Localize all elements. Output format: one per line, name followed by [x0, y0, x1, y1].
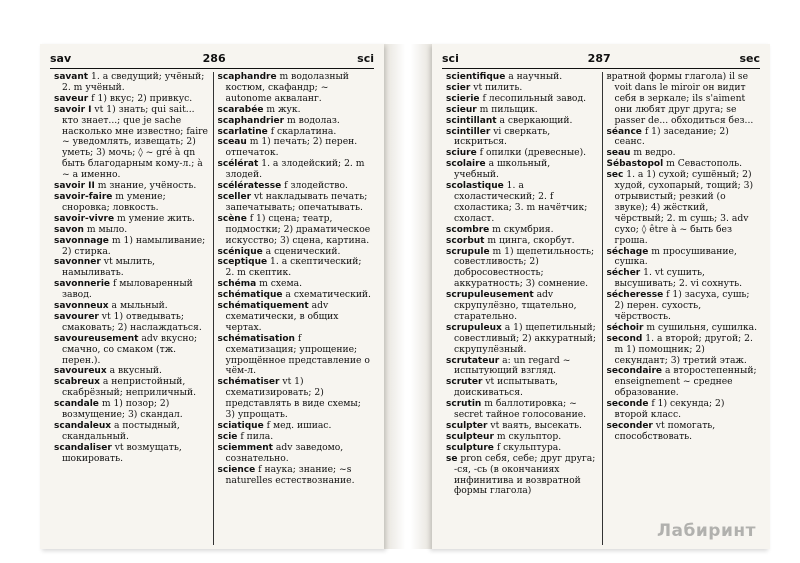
entry-definition: f наука; знание; ~s naturelles естествознание. — [225, 463, 355, 486]
entry-definition: m схема. — [259, 278, 303, 290]
entry-definition: a схематический. — [285, 289, 371, 301]
entry-definition: m 1) намыливание; 2) стирка. — [62, 234, 206, 257]
entry-headword: schématisation — [217, 333, 295, 344]
entry-headword: savoir-faire — [54, 191, 113, 202]
right-column-2 — [602, 72, 763, 545]
dictionary-entry — [54, 192, 209, 214]
entry-definition: f 1) вкус; 2) привкус. — [91, 92, 193, 104]
left-page-number: 286 — [202, 51, 226, 65]
dictionary-entry — [607, 170, 759, 246]
entry-definition: m умение; сноровка; ловкость. — [62, 190, 166, 213]
entry-headword: scorbut — [446, 235, 485, 246]
entry-headword: savonner — [54, 257, 101, 268]
entry-definition: vt возмущать, шокировать. — [62, 441, 182, 464]
dictionary-entry — [218, 443, 373, 465]
entry-definition: m ведро. — [633, 147, 676, 159]
dictionary-entry — [218, 377, 373, 421]
entry-definition: f мыловаренный завод. — [62, 278, 193, 301]
entry-definition: f мед. ишиас. — [266, 420, 332, 431]
right-column-1 — [442, 72, 602, 545]
entry-definition: a сценический. — [265, 245, 341, 257]
dictionary-entry — [54, 399, 209, 421]
dictionary-entry — [54, 377, 209, 399]
entry-headword: savourer — [54, 311, 99, 322]
entry-definition: a непристойный, скабрёзный; неприличный. — [62, 376, 197, 399]
entry-definition: 1. a второй; другой; 2. m 1) помощник; 2) секундант; 3) третий этаж. — [614, 332, 753, 366]
entry-definition: 1. vt сушить, высушивать; 2. vi сохнуть. — [614, 267, 743, 290]
entry-headword: sculpter — [446, 421, 488, 431]
entry-headword: scierie — [446, 93, 480, 104]
entry-definition: m водолазный костюм, скафандр; ~ autonome акваланг. — [225, 72, 349, 104]
entry-definition: m сушильня, сушилка. — [646, 321, 757, 333]
entry-headword: sécher — [606, 268, 641, 279]
entry-definition: vt 1) отведывать; смаковать; 2) наслаждаться. — [62, 310, 202, 333]
entry-headword: sciemment — [217, 442, 273, 453]
entry-definition: m жук. — [266, 103, 301, 115]
entry-definition: m Севастополь. — [666, 158, 743, 170]
entry-headword: scieur — [446, 104, 477, 115]
entry-headword: sceller — [217, 191, 252, 202]
dictionary-entry — [446, 127, 598, 149]
entry-definition: вратной формы глагола) il se voit dans le miroir он видит себя в зеркале; ils s'aiment они любят друг друга; se passer de... обходиться без... — [606, 72, 754, 126]
entry-headword: sceau — [217, 137, 247, 148]
entry-definition: a постыдный, скандальный. — [62, 420, 180, 442]
entry-headword: savonnerie — [54, 279, 111, 290]
dictionary-entry — [218, 214, 373, 247]
entry-headword: savonneux — [54, 301, 109, 312]
entry-headword: scabreux — [54, 377, 100, 388]
dictionary-entry — [54, 236, 209, 258]
entry-definition: f схематизация; упрощение; упрощённое представление о чём-л. — [225, 332, 370, 377]
dictionary-entry — [54, 443, 209, 465]
entry-headword: savant — [54, 72, 89, 82]
entry-headword: seconde — [606, 399, 649, 410]
entry-definition: vt мылить, намыливать. — [62, 256, 155, 279]
entry-headword: scandaleux — [54, 421, 112, 431]
dictionary-entry — [446, 399, 598, 421]
dictionary-entry — [607, 290, 759, 323]
entry-headword: Sébastopol — [606, 159, 664, 170]
entry-definition: f 1) сцена; театр, подмостки; 2) драматическое искусство; 3) сцена, картина. — [225, 212, 371, 246]
entry-definition: a 1) щепетильный; совестливый; 2) аккуратный; скрупулёзный. — [454, 321, 596, 355]
entry-headword: savon — [54, 224, 84, 235]
entry-headword: scolastique — [446, 181, 504, 192]
entry-headword: savoureux — [54, 366, 107, 377]
dictionary-entry — [446, 247, 598, 291]
dictionary-entry — [54, 334, 209, 367]
dictionary-entry — [218, 465, 373, 487]
entry-headword: schématiquement — [217, 301, 309, 312]
entry-definition: a сверкающий. — [499, 114, 573, 126]
entry-definition: m мыло. — [86, 223, 128, 235]
entry-headword: scolaire — [446, 159, 486, 170]
entry-headword: sciatique — [217, 421, 264, 431]
dictionary-entry — [607, 127, 759, 149]
entry-headword: scandale — [54, 399, 99, 410]
right-guide-word-last: sec — [739, 51, 760, 65]
entry-headword: se — [446, 453, 458, 464]
entry-definition: m водолаз. — [287, 114, 340, 126]
entry-definition: pron себя, себе; друг друга; -ся, -сь (в окончаниях инфинитива и возвратной формы глагола) — [454, 452, 596, 497]
dictionary-entry — [218, 301, 373, 334]
entry-definition: f злодейство. — [284, 180, 348, 192]
dictionary-entry — [218, 192, 373, 214]
entry-definition: adv заведомо, сознательно. — [225, 441, 344, 464]
entry-definition: a вкусный. — [109, 365, 162, 377]
dictionary-entry — [54, 421, 209, 443]
entry-headword: sceptique — [217, 257, 268, 268]
entry-headword: scène — [217, 213, 247, 224]
entry-headword: secondaire — [606, 366, 663, 377]
left-guide-word-first: sav — [50, 51, 72, 65]
right-guide-word-first: sci — [442, 51, 459, 65]
entry-definition: f пила. — [240, 430, 274, 442]
entry-definition: m 1) позор; 2) возмущение; 3) скандал. — [62, 398, 183, 421]
dictionary-entry — [446, 290, 598, 323]
entry-headword: scaphandre — [217, 72, 277, 82]
entry-definition: m умение жить. — [117, 212, 195, 224]
entry-definition: m скульптор. — [496, 430, 562, 442]
entry-definition: m пильщик. — [479, 103, 538, 115]
entry-headword: scénique — [217, 246, 263, 257]
entry-definition: adv вкусно; смачно, со смаком (тж. перен.). — [62, 332, 198, 366]
entry-headword: scrutateur — [446, 355, 500, 366]
entry-definition: vt 1) знать; qui sait... кто знает...; que je sache насколько мне известно; faire ~ уведомлять, извещать; 2) уметь; 3) мочь; ◊ ~ gré à qn быть благодарным кому-л.; à ~ а именно. — [62, 103, 208, 181]
dictionary-entry — [607, 421, 759, 443]
entry-headword: scandaliser — [54, 442, 112, 453]
dictionary-entry — [446, 181, 598, 225]
dictionary-entry — [446, 323, 598, 356]
right-page-number: 287 — [587, 51, 611, 65]
entry-definition: m 1) печать; 2) перен. отпечаток. — [225, 136, 358, 159]
left-page — [40, 44, 384, 549]
entry-headword: scombre — [446, 224, 490, 235]
dictionary-entry — [446, 159, 598, 181]
left-column-2 — [213, 72, 377, 545]
entry-definition: f опилки (древесные). — [479, 147, 587, 159]
entry-definition: m 1) щепетильность; совестливость; 2) добросовестность; аккуратность; 3) сомнение. — [454, 245, 595, 290]
dictionary-entry — [54, 257, 209, 279]
entry-definition: vt испытывать, доискиваться. — [454, 376, 558, 399]
entry-headword: sculpteur — [446, 431, 494, 442]
entry-definition: a школьный, учебный. — [454, 158, 551, 181]
entry-headword: scarabée — [217, 104, 264, 115]
entry-headword: seconder — [606, 421, 653, 431]
entry-definition: adv схематически, в общих чертах. — [225, 300, 339, 333]
dictionary-entry — [446, 356, 598, 378]
left-columns — [50, 72, 376, 545]
entry-headword: science — [217, 464, 256, 475]
entry-definition: f лесопильный завод. — [482, 92, 587, 104]
entry-definition: f 1) засуха, сушь; 2) перен. сухость, чёрствость. — [614, 289, 750, 322]
entry-headword: scélératesse — [217, 181, 282, 192]
right-columns — [442, 72, 762, 545]
entry-definition: 1. a скептический; 2. m скептик. — [225, 256, 362, 279]
entry-definition: vi сверкать, искриться. — [454, 125, 551, 148]
entry-headword: saveur — [54, 93, 89, 104]
entry-definition: m баллотировка; ~ secret тайное голосование. — [454, 398, 587, 421]
entry-headword: scie — [217, 431, 238, 442]
left-running-head — [50, 50, 374, 69]
watermark-logo: Лабиринт — [656, 521, 756, 541]
entry-headword: savoir I — [54, 104, 92, 115]
entry-headword: scientifique — [446, 72, 506, 82]
entry-definition: adv скрупулёзно, тщательно, старательно. — [454, 289, 577, 322]
dictionary-entry — [607, 334, 759, 367]
entry-headword: seau — [606, 148, 631, 159]
entry-definition: vt пилить. — [473, 81, 523, 93]
entry-headword: sécheresse — [606, 290, 664, 301]
entry-headword: scaphandrier — [217, 115, 285, 126]
entry-headword: sculpture — [446, 442, 494, 453]
dictionary-entry — [607, 268, 759, 290]
dictionary-entry — [218, 290, 373, 301]
entry-definition: f скарлатина. — [270, 125, 337, 137]
dictionary-entry — [54, 214, 209, 225]
entry-headword: scrupuleusement — [446, 290, 534, 301]
entry-headword: séchoir — [606, 322, 644, 333]
entry-headword: schématique — [217, 290, 283, 301]
entry-definition: m скумбрия. — [492, 223, 554, 235]
entry-headword: scrupule — [446, 246, 490, 257]
entry-headword: second — [606, 333, 643, 344]
entry-definition: 1. a сведущий; учёный; 2. m учёный. — [62, 72, 205, 93]
entry-headword: séchage — [606, 246, 649, 257]
entry-headword: schéma — [217, 279, 257, 290]
entry-headword: scarlatine — [217, 126, 268, 137]
dictionary-entry — [218, 159, 373, 181]
dictionary-entry — [54, 105, 209, 181]
entry-definition: 1. a схоластический; 2. f схоластика; 3. m начётчик; схоласт. — [454, 180, 588, 224]
right-running-head — [442, 50, 760, 69]
entry-definition: m просушивание, сушка. — [614, 245, 737, 268]
right-page — [432, 44, 770, 549]
entry-definition: 1. a злодейский; 2. m злодей. — [225, 158, 365, 181]
entry-definition: a: un regard ~ испытующий взгляд. — [454, 354, 571, 377]
entry-headword: savoureusement — [54, 333, 139, 344]
entry-headword: scrupuleux — [446, 322, 502, 333]
left-column-1 — [50, 72, 213, 545]
dictionary-entry — [218, 334, 373, 378]
dictionary-entry — [607, 247, 759, 269]
entry-headword: scrutin — [446, 399, 482, 410]
entry-definition: vt помогать, способствовать. — [614, 420, 716, 442]
dictionary-entry — [54, 279, 209, 301]
dictionary-entry — [446, 454, 598, 498]
entry-definition: f 1) секунда; 2) второй класс. — [614, 398, 725, 421]
entry-definition: a мыльный. — [111, 300, 168, 312]
dictionary-entry — [446, 377, 598, 399]
entry-definition: f 1) заседание; 2) сеанс. — [614, 125, 729, 148]
book-gutter — [384, 44, 432, 549]
entry-headword: schématiser — [217, 377, 280, 388]
entry-definition: vt ваять, высекать. — [490, 420, 582, 431]
entry-headword: scélérat — [217, 159, 259, 170]
entry-definition: a научный. — [508, 72, 563, 82]
entry-headword: séance — [606, 126, 642, 137]
entry-definition: m цинга, скорбут. — [487, 234, 575, 246]
entry-headword: scruter — [446, 377, 483, 388]
entry-headword: savonnage — [54, 235, 109, 246]
dictionary-entry — [218, 257, 373, 279]
dictionary-entry — [607, 399, 759, 421]
entry-definition: a второстепенный; enseignement ~ среднее образование. — [614, 365, 757, 399]
entry-definition: m знание, учёность. — [97, 180, 197, 192]
dictionary-entry — [218, 72, 373, 105]
left-guide-word-last: sci — [357, 51, 374, 65]
entry-headword: scintillant — [446, 115, 497, 126]
entry-definition: vt накладывать печать; запечатывать; опечатывать. — [225, 190, 368, 213]
entry-headword: sciure — [446, 148, 477, 159]
dictionary-entry — [607, 366, 759, 399]
dictionary-entry — [607, 72, 759, 127]
entry-headword: scier — [446, 82, 471, 93]
entry-headword: savoir II — [54, 181, 95, 192]
dictionary-entry — [218, 137, 373, 159]
entry-headword: sec — [606, 170, 624, 181]
entry-definition: f скульптура. — [496, 441, 562, 453]
dictionary-entry — [54, 312, 209, 334]
entry-definition: vt 1) схематизировать; 2) представлять в виде схемы; 3) упрощать. — [225, 376, 361, 421]
entry-headword: savoir-vivre — [54, 213, 115, 224]
entry-definition: 1. a 1) сухой; сушёный; 2) худой, сухопарый, тощий; 3) отрывистый; резкий (о звуке); 4) жёсткий, чёрствый; 2. m сушь; 3. adv сухо; ◊ être à ~ быть без гроша. — [614, 169, 754, 246]
entry-headword: scintiller — [446, 126, 491, 137]
dictionary-entry — [54, 72, 209, 94]
